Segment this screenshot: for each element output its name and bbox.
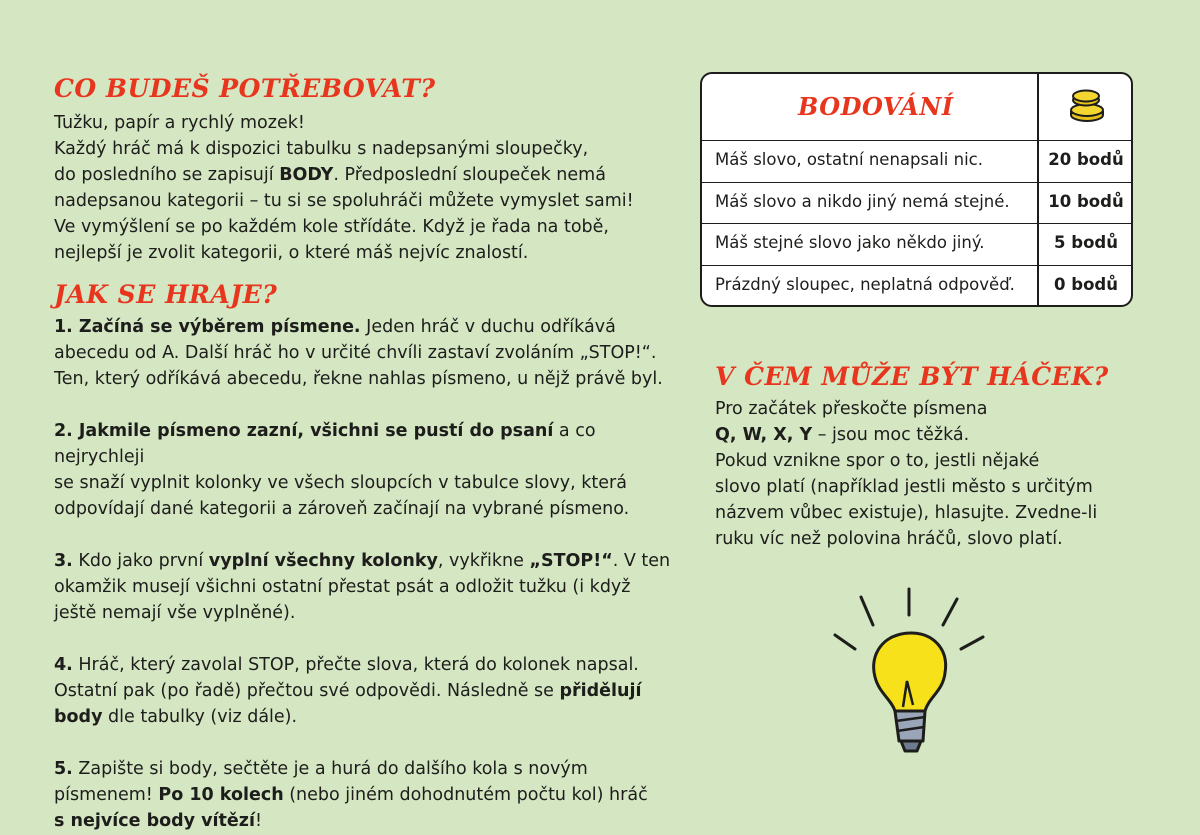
heading-what-you-need: CO BUDEŠ POTŘEBOVAT? <box>54 74 436 103</box>
heading-how-to-play: JAK SE HRAJE? <box>54 280 278 309</box>
scoring-title: BODOVÁNÍ <box>798 92 954 121</box>
scoring-points: 0 bodů <box>1054 274 1118 294</box>
scoring-row <box>702 266 1131 308</box>
section-the-catch: Pro začátek přeskočte písmena Q, W, X, Y – jsou moc těžká. Pokud vznikne spor o to, jestli nějaké slovo platí (například jestli město s určitým názvem vůbec existuje), hlasujte. Zvedne-li ruku víc než polovina hráčů, slovo platí. <box>715 399 1098 549</box>
section-what-you-need <box>54 110 654 266</box>
step-5: 5. Zapište si body, sečtěte je a hurá do dalšího kola s novým písmenem! Po 10 kolech (nebo jiném dohodnutém počtu kol) hráč s nejvíce body vítězí! <box>54 759 648 831</box>
text-line: Každý hráč má k dispozici tabulku s nadepsanými sloupečky, <box>54 139 589 159</box>
scoring-row <box>702 141 1131 183</box>
step-2: 2. Jakmile písmeno zazní, všichni se pustí do psaní a co nejrychleji se snaží vyplnit kolonky ve všech sloupcích v tabulce slovy, která odpovídají dané kategorii a zároveň začínají na vybrané písmeno. <box>54 421 630 519</box>
scoring-condition: Máš slovo a nikdo jiný nemá stejné. <box>715 191 1010 211</box>
lightbulb-icon <box>825 585 995 760</box>
heading-the-catch: V ČEM MŮŽE BÝT HÁČEK? <box>715 362 1109 391</box>
scoring-points: 20 bodů <box>1048 150 1124 169</box>
step-1: 1. Začíná se výběrem písmene. Jeden hráč v duchu odříkává abecedu od A. Další hráč ho v určité chvíli zastaví zvoláním „STOP!“. Ten, který odříkává abecedu, řekne nahlas písmeno, u nějž právě byl. <box>54 317 663 389</box>
text-line: nejlepší je zvolit kategorii, o které máš nejvíc znalostí. <box>54 243 529 263</box>
step-3: 3. Kdo jako první vyplní všechny kolonky, vykřikne „STOP!“. V ten okamžik musejí všichni ostatní přestat psát a odložit tužku (i když ještě nemají vše vyplněné). <box>54 551 671 623</box>
text-line: nadepsanou kategorii – tu si se spoluhráči můžete vymyslet sami! <box>54 191 634 211</box>
text-line: do posledního se zapisují BODY. Předposlední sloupeček nemá <box>54 165 606 185</box>
scoring-points: 5 bodů <box>1054 233 1118 252</box>
scoring-row <box>702 183 1131 225</box>
scoring-condition: Prázdný sloupec, neplatná odpověď. <box>715 274 1015 294</box>
scoring-row <box>702 224 1131 266</box>
text-line: Tužku, papír a rychlý mozek! <box>54 113 305 133</box>
scoring-table <box>700 72 1133 307</box>
scoring-points: 10 bodů <box>1048 191 1124 211</box>
step-4: 4. Hráč, který zavolal STOP, přečte slova, která do kolonek napsal. Ostatní pak (po řadě) přečtou své odpovědi. Následně se přidělují body dle tabulky (viz dále). <box>54 655 642 727</box>
scoring-header <box>702 74 1131 141</box>
scoring-condition: Máš stejné slovo jako někdo jiný. <box>715 233 985 252</box>
section-how-to-play <box>54 314 674 834</box>
coins-icon <box>1067 86 1107 124</box>
scoring-condition: Máš slovo, ostatní nenapsali nic. <box>715 150 983 169</box>
text-line: Ve vymýšlení se po každém kole střídáte. Když je řada na tobě, <box>54 217 609 237</box>
